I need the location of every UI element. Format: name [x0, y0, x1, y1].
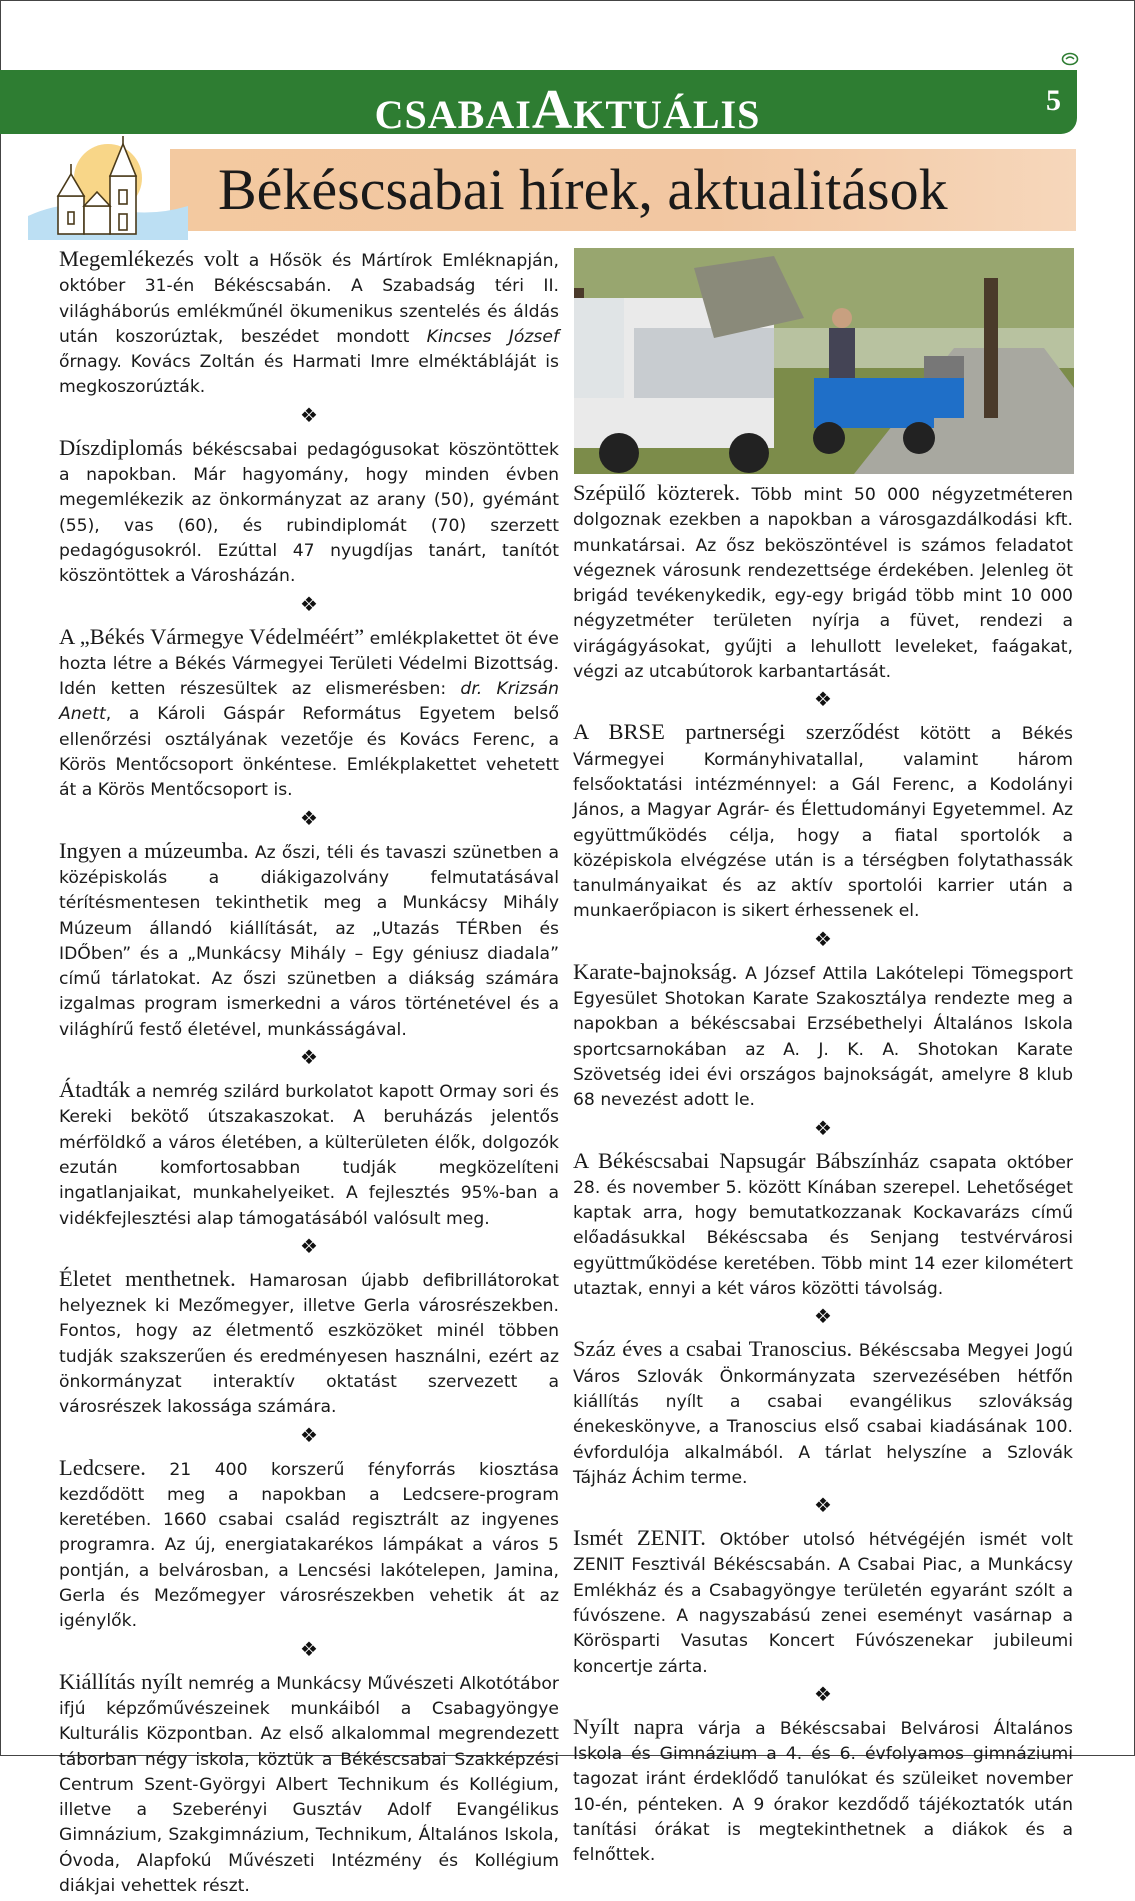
news-item: [573, 719, 1073, 924]
news-item: [59, 1669, 559, 1900]
section-title: Békéscsabai hírek, aktualitások: [218, 157, 948, 222]
swirl-icon: [1061, 52, 1079, 66]
news-item-body: várja a Békéscsabai Belvárosi Általános Iskola és Gimnázium a 4. és 6. évfolyamos gimnáziumi tagozat iránt érdeklődő tanulókat és szüleiket november 10-én, pénteken. A 9 órakor kezdődő tájékoztatók után tanítási órákat is megtekinthetnek a diákok és a felnőttek.: [573, 1718, 1073, 1866]
news-item-body: Több mint 50 000 négyzetméteren dolgoznak ezekben a napokban a városgazdálkodási kft. munkatársai. Az ősz beköszöntével is számos feladatot végeznek városunk rendezettsége érdekében. Jelenleg öt brigád tevékenykedik, egy-egy brigád több mint 10 000 négyzetméter területen nyírja a füvet, rendezi a virágágyásokat, gyűjti a lehullott leveleket, faágakat, végzi az utcabútorok karbantartását.: [573, 485, 1073, 683]
news-item-body: emlékplakettet öt éve hozta létre a Békés Vármegyei Területi Védelmi Bizottság. Idén ketten részesültek az elismerésben:: [59, 628, 559, 700]
news-item-headline: Szépülő közterek.: [573, 480, 741, 505]
news-item-headline: Száz éves a csabai Tranoscius.: [573, 1336, 853, 1362]
news-item: [573, 959, 1073, 1114]
news-item-headline: Ismét ZENIT.: [573, 1525, 706, 1551]
separator-icon: ❖: [814, 1304, 832, 1329]
news-item-body: Hamarosan újabb defibrillátorokat helyeznek ki Mezőmegyer, illetve Gerla városrészekben. Fontos, hogy az életmentő eszközöket minél többen tudják szakszerűen és eredményesen használni, ezért az önkormányzat interaktív oktatást szervezett a városrészek lakossága számára.: [59, 1270, 559, 1418]
news-item: [59, 246, 559, 401]
news-item-headline: Megemlékezés volt: [59, 246, 239, 271]
news-item-body-end: , a Károli Gáspár Református Egyetem belső ellenőrzési osztályának vezetője és Kovács Ferenc, a Körös Mentőcsoport önkéntese. Emlékplakettet vehetett át a Körös Mentőcsoport is.: [59, 704, 559, 801]
news-item: [573, 480, 1073, 685]
right-column: [573, 480, 1073, 1871]
news-item-body: a nemrég szilárd burkolatot kapott Ormay sori és Kereki bekötő útszakaszokat. A beruházás jelentős mérföldkő a város életében, a külterületen élők, dolgozók ezután komfortosabban tudják megközelíteni ingatlanjaikat, munkahelyeiket. A fejlesztés 95%-ban a vidékfejlesztési alap támogatásából valósult meg.: [59, 1082, 559, 1229]
news-item-body: Békéscsaba Megyei Jogú Város Szlovák Önkormányzata szervezésében hétfőn kiállítás nyílt a csabai evangélikus szlovákság énekeskönyve, a Tranoscius első csabai kiadásának 100. évfordulója alkalmából. A tárlat helyszíne a Szlovák Tájház Áchim terme.: [573, 1341, 1073, 1488]
news-item: [573, 1336, 1073, 1491]
separator-icon: ❖: [300, 1045, 318, 1070]
news-item-body: nemrég a Munkácsy Művészeti Alkotótábor ifjú képzőművészeinek munkáiból a Csabagyöngye Kulturális Központban. Az első alkalommal megrendezett táborban négy iskola, köztük a Békéscsabai Szakképzési Centrum Szent-Györgyi Albert Technikum és Kollégium, illetve a Szeberényi Gusztáv Adolf Evangélikus Gimnázium, Szakgimnázium, Technikum, Általános Iskola, Óvoda, Alapfokú Művészeti Intézmény és Kollégium diákjai vehettek részt.: [59, 1673, 559, 1897]
separator-icon: ❖: [300, 1422, 318, 1447]
news-item-body: A József Attila Lakótelepi Tömegsport Egyesület Shotokan Karate Szakosztálya rendezte meg a napokban a békéscsabai Erzsébethelyi Általános Iskola sportcsarnokában az A. J. K. A. Shotokan Karate Szövetség idei évi országos bajnokságát, amelyre 8 klub 68 nevezést adott le.: [573, 963, 1073, 1111]
separator-icon: ❖: [814, 1493, 832, 1518]
news-item-headline: Átadták: [59, 1077, 131, 1103]
news-item-body: békéscsabai pedagógusokat köszöntöttek a napokban. Már hagyomány, hogy minden évben megemlékezik az önkormányzat az arany (50), gyémánt (55), vas (60), és rubindiplomát (70) szerzett pedagógusokról. Ezúttal 47 nyugdíjas tanárt, tanítót köszöntöttek a Városházán.: [59, 439, 559, 587]
news-item-body: Az őszi, téli és tavaszi szünetben a középiskolás a diákigazolvány felmutatásával térítésmentesen tekinthetik meg a Munkácsy Mihály Múzeum állandó kiállítását, az „Utazás TÉRben és IDŐben” és a „Munkácsy Mihály – Egy géniusz diadala” című tárlatokat. Az őszi szünetben a diákság számára izgalmas program ismerkedni a város történetével és a világhírű festő életével, munkásságával.: [59, 842, 559, 1040]
news-item-body: Október utolsó hétvégéjén ismét volt ZENIT Fesztivál Békéscsabán. A Csabai Piac, a Munkácsy Emlékház és a Csabagyöngye területén egyaránt szólt a fúvószene. A nagyszabású zenei eseményt vasárnap a Körösparti Vasutas Koncert Fúvószenekar jubileumi koncertje zárta.: [573, 1530, 1073, 1677]
separator-icon: ❖: [300, 805, 318, 830]
news-item-name: dr. Krizsán Anett: [59, 679, 559, 725]
separator-icon: ❖: [300, 591, 318, 616]
separator-icon: ❖: [814, 1681, 832, 1706]
news-item-headline: Díszdiplomás: [59, 434, 183, 460]
news-item-headline: Kiállítás nyílt: [59, 1668, 183, 1694]
separator-icon: ❖: [300, 1636, 318, 1661]
news-item-body: a Hősök és Mártírok Emléknapján, október 31-én Békéscsabán. A Szabadság téri II. világháborús emlékműnél ökumenikus szentelés és áldás után koszorúztak, beszédet mondott: [59, 251, 560, 347]
news-item-headline: Karate-bajnokság.: [573, 958, 738, 984]
magazine-title: CSABAIAKTUÁLIS: [374, 79, 761, 141]
news-item-body: kötött a Békés Vármegyei Kormányhivatallal, valamint három felsőoktatási intézménnyel: a Gál Ferenc, a Kodolányi János, a Magyar Agrár- és Élettudományi Egyetemmel. Az együttműködés célja, hogy a fiatal sportolók a középiskola elvégzése után is a térségben folytathassák tanulmányaikat és az aktív sportolói karrier után a munkaerőpiacon is sikert érhessenek el.: [573, 724, 1073, 922]
news-item-name: Kincses József: [426, 326, 559, 347]
street-cleaning-photo: [574, 248, 1074, 474]
news-item-headline: Ingyen a múzeumba.: [59, 837, 249, 863]
news-item: [573, 1148, 1073, 1303]
news-item: [59, 624, 559, 804]
news-item: [59, 1455, 559, 1635]
news-item: [59, 1077, 559, 1232]
separator-icon: ❖: [814, 1115, 832, 1140]
news-item-body: 21 400 korszerű fényforrás kiosztása kezdődött meg a napokban a Ledcsere-program keretében. 1660 csabai család regisztrált az ingyenes programra. Az új, energiatakarékos lámpákat a város 5 pontján, a belvárosban, a Lencsési lakótelepen, Jamina, Gerla és Mezőmegyer városrészekben vehetik át az igénylők.: [59, 1459, 559, 1632]
news-item-headline: Életet menthetnek.: [59, 1265, 236, 1291]
church-logo-icon: [28, 136, 188, 240]
news-item: [573, 1525, 1073, 1680]
separator-icon: ❖: [814, 687, 832, 712]
news-item-headline: A BRSE partnerségi szerződést: [573, 719, 900, 745]
news-item-headline: A „Békés Vármegye Védelméért”: [59, 623, 365, 649]
news-item-headline: Ledcsere.: [59, 1454, 146, 1480]
news-item: [59, 838, 559, 1043]
separator-icon: ❖: [814, 926, 832, 951]
news-item: [573, 1714, 1073, 1869]
news-item-body: csapata október 28. és november 5. között Kínában szerepel. Lehetőséget kaptak arra, hogy bemutatkozzanak Kockavarázs című előadásukkal Békéscsaba és Senjang testvérvárosi együttműködése keretében. Több mint 14 ezer kilométert utaztak, ennyi a két város közötti távolság.: [573, 1152, 1073, 1300]
separator-icon: ❖: [300, 402, 318, 427]
separator-icon: ❖: [300, 1233, 318, 1258]
page-number: 5: [1046, 84, 1061, 117]
news-item: [59, 435, 559, 590]
news-item-headline: Nyílt napra: [573, 1713, 684, 1739]
news-item: [59, 1266, 559, 1421]
left-column: [59, 246, 559, 1901]
news-item-body-end: őrnagy. Kovács Zoltán és Harmati Imre elméktábláját is megkoszorúzták.: [59, 352, 559, 398]
news-item-headline: A Békéscsabai Napsugár Bábszínház: [573, 1147, 920, 1173]
